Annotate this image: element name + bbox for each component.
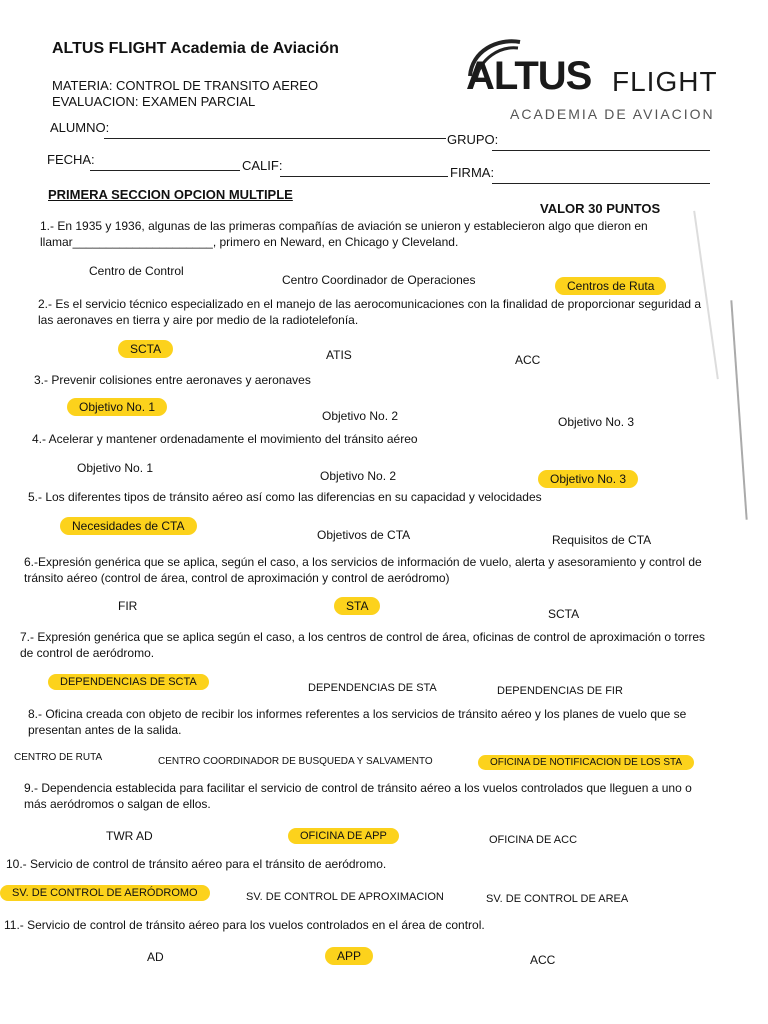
q1-option-b[interactable]: Centro Coordinador de Operaciones [282,273,476,287]
q7-option-a-selected[interactable]: DEPENDENCIAS DE SCTA [48,674,209,690]
question-10: 10.- Servicio de control de tránsito aéreo para el tránsito de aeródromo. [6,857,387,871]
q3-option-b[interactable]: Objetivo No. 2 [322,409,399,423]
q11-option-a[interactable]: AD [147,950,164,964]
q8-option-a[interactable]: CENTRO DE RUTA [14,752,103,763]
logo-main-text: ALTUS [466,54,592,98]
school-title: ALTUS FLIGHT Academia de Aviación [52,40,339,57]
alumno-label: ALUMNO: [50,120,110,135]
grupo-field[interactable] [492,150,710,151]
q2-option-a-selected[interactable]: SCTA [118,340,173,358]
q3-option-c[interactable]: Objetivo No. 3 [558,415,635,429]
question-11: 11.- Servicio de control de tránsito aéreo para los vuelos controlados en el área de control. [4,918,485,932]
q6-option-b-selected[interactable]: STA [334,597,380,615]
q4-option-a[interactable]: Objetivo No. 1 [77,461,154,475]
q8-option-b[interactable]: CENTRO COORDINADOR DE BUSQUEDA Y SALVAMENTO [158,756,433,767]
fecha-label: FECHA: [47,152,95,167]
question-8: 8.- Oficina creada con objeto de recibir los informes referentes a los servicios de tránsito aéreo y los planes de vuelo que se presentan antes de la salida. [28,707,687,737]
q6-option-c[interactable]: SCTA [548,607,580,621]
grupo-label: GRUPO: [447,132,499,147]
section-value: VALOR 30 PUNTOS [540,201,661,216]
question-2: 2.- Es el servicio técnico especializado en el manejo de las aerocomunicaciones con la finalidad de proporcionar seguridad a las aeronaves en tierra y aire por medio de la radiotelefonía. [38,297,702,327]
q5-option-a-selected[interactable]: Necesidades de CTA [60,517,197,535]
question-3: 3.- Prevenir colisiones entre aeronaves y aeronaves [34,373,311,387]
q1-option-c-selected[interactable]: Centros de Ruta [555,277,666,295]
logo-flight-text: FLIGHT [612,66,718,97]
q9-option-c[interactable]: OFICINA DE ACC [489,834,578,846]
q1-option-a[interactable]: Centro de Control [89,264,184,278]
q3-option-a-selected[interactable]: Objetivo No. 1 [67,398,167,416]
calif-label: CALIF: [242,158,283,173]
q4-option-b[interactable]: Objetivo No. 2 [320,469,397,483]
q9-option-b-selected[interactable]: OFICINA DE APP [288,828,399,844]
q10-option-a-selected[interactable]: SV. DE CONTROL DE AERÓDROMO [0,885,210,901]
question-9: 9.- Dependencia establecida para facilitar el servicio de control de tránsito aéreo a los vuelos controlados que lleguen a uno o más aeródromos o salgan de ellos. [24,781,692,811]
question-6: 6.-Expresión genérica que se aplica, según el caso, a los servicios de información de vuelo, alerta y asesoramiento y control de tránsito aéreo (control de área, control de aproximación y control de aeródromo) [24,555,702,585]
question-5: 5.- Los diferentes tipos de tránsito aéreo así como las diferencias en su capacidad y velocidades [28,490,542,504]
alumno-field[interactable] [104,138,446,139]
q2-option-c[interactable]: ACC [515,353,541,367]
calif-field[interactable] [280,176,448,177]
q10-option-c[interactable]: SV. DE CONTROL DE AREA [486,893,629,905]
q2-option-b[interactable]: ATIS [326,348,352,362]
fecha-field[interactable] [90,170,240,171]
firma-label: FIRMA: [450,165,495,180]
q7-option-c[interactable]: DEPENDENCIAS DE FIR [497,685,623,697]
q9-option-a[interactable]: TWR AD [106,829,153,843]
section-title: PRIMERA SECCION OPCION MULTIPLE [48,187,293,202]
q11-option-c[interactable]: ACC [530,953,556,967]
q11-option-b-selected[interactable]: APP [325,947,373,965]
q4-option-c-selected[interactable]: Objetivo No. 3 [538,470,638,488]
materia-label: MATERIA: CONTROL DE TRANSITO AEREO [52,78,319,93]
evaluacion-label: EVALUACION: EXAMEN PARCIAL [52,94,256,109]
q10-option-b[interactable]: SV. DE CONTROL DE APROXIMACION [246,891,444,903]
logo-subtitle: ACADEMIA DE AVIACION [510,106,715,122]
question-1: 1.- En 1935 y 1936, algunas de las primeras compañías de aviación se unieron y establecieron algo que dieron en llamar_____________________, primero en Neward, en Chicago y Cleveland. [40,219,648,249]
q6-option-a[interactable]: FIR [118,599,138,613]
question-4: 4.- Acelerar y mantener ordenadamente el movimiento del tránsito aéreo [32,432,418,446]
question-7: 7.- Expresión genérica que se aplica según el caso, a los centros de control de área, oficinas de control de aproximación o torres de control de aeródromo. [20,630,706,660]
q5-option-c[interactable]: Requisitos de CTA [552,533,652,547]
q8-option-c-selected[interactable]: OFICINA DE NOTIFICACION DE LOS STA [478,755,694,770]
q7-option-b[interactable]: DEPENDENCIAS DE STA [308,682,437,694]
firma-field[interactable] [492,183,710,184]
q5-option-b[interactable]: Objetivos de CTA [317,528,411,542]
scan-edge-line [730,300,747,520]
